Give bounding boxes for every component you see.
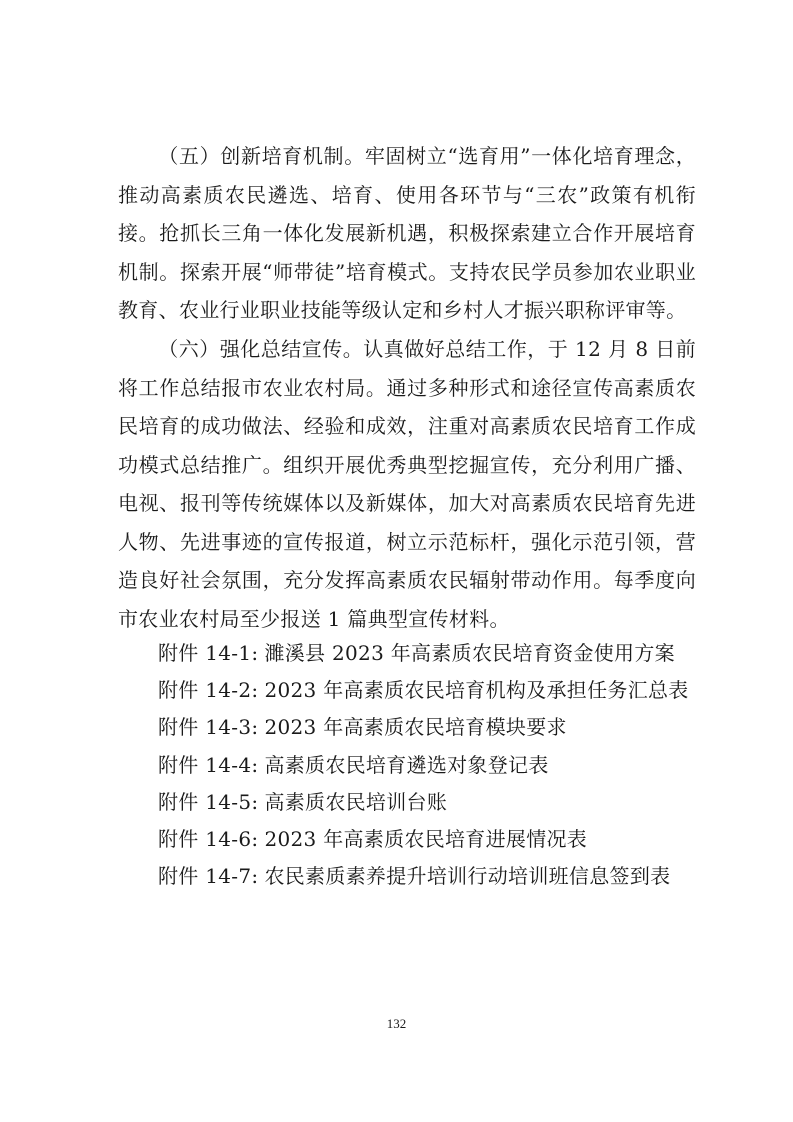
attachment-title: 濉溪县 2023 年高素质农民培育资金使用方案 <box>264 641 675 665</box>
attachment-label: 附件 14-1: <box>158 641 259 665</box>
attachment-title: 2023 年高素质农民培育机构及承担任务汇总表 <box>264 678 689 703</box>
attachment-item <box>158 747 718 784</box>
attachment-item <box>158 821 718 858</box>
section-6-body: 认真做好总结工作，于 12 月 8 日前将工作总结报市农业农村局。通过多种形式和途径宣传高素质农民培育的成功做法、经验和成效，注重对高素质农民培育工作成功模式总结推广。组织开展优秀典型挖掘宣传，充分利用广播、电视、报刊等传统媒体以及新媒体，加大对高素质农民培育先进人物、先进事迹的宣传报道，树立示范标杆，强化示范引领，营造良好社会氛围，充分发挥高素质农民辐射带动作用。每季度向市农业农村局至少报送 1 篇典型宣传材料。 <box>118 337 697 631</box>
attachment-item <box>158 635 718 672</box>
section-5-body: 牢固树立“选育用”一体化培育理念，推动高素质农民遴选、培育、使用各环节与“三农”政策有机衔接。抢抓长三角一体化发展新机遇，积极探索建立合作开展培育机制。探索开展“师带徒”培育模式。支持农民学员参加农业职业教育、农业行业职业技能等级认定和乡村人才振兴职称评审等。 <box>118 144 697 322</box>
attachment-title: 2023 年高素质农民培育进展情况表 <box>264 827 588 852</box>
attachment-label: 附件 14-5: <box>158 789 259 814</box>
section-6-paragraph <box>118 330 696 638</box>
attachment-label: 附件 14-4: <box>158 752 259 777</box>
attachment-label: 附件 14-7: <box>158 864 259 889</box>
attachment-item <box>158 672 718 709</box>
attachment-title: 高素质农民培育遴选对象登记表 <box>264 752 549 777</box>
attachment-item <box>158 858 718 895</box>
page-number: 132 <box>386 1016 407 1031</box>
attachment-title: 高素质农民培训台账 <box>264 789 448 814</box>
attachment-label: 附件 14-6: <box>158 827 259 852</box>
section-6-heading: （六）强化总结宣传。 <box>158 337 364 361</box>
attachment-label: 附件 14-2: <box>158 678 259 703</box>
attachment-item <box>158 709 718 746</box>
attachment-title: 农民素质素养提升培训行动培训班信息签到表 <box>264 864 671 889</box>
section-5-paragraph <box>118 137 696 330</box>
section-5-heading: （五）创新培育机制。 <box>158 144 365 168</box>
attachment-title: 2023 年高素质农民培育模块要求 <box>264 715 567 740</box>
attachment-item <box>158 784 718 821</box>
attachment-label: 附件 14-3: <box>158 715 259 740</box>
attachment-list <box>158 635 718 895</box>
